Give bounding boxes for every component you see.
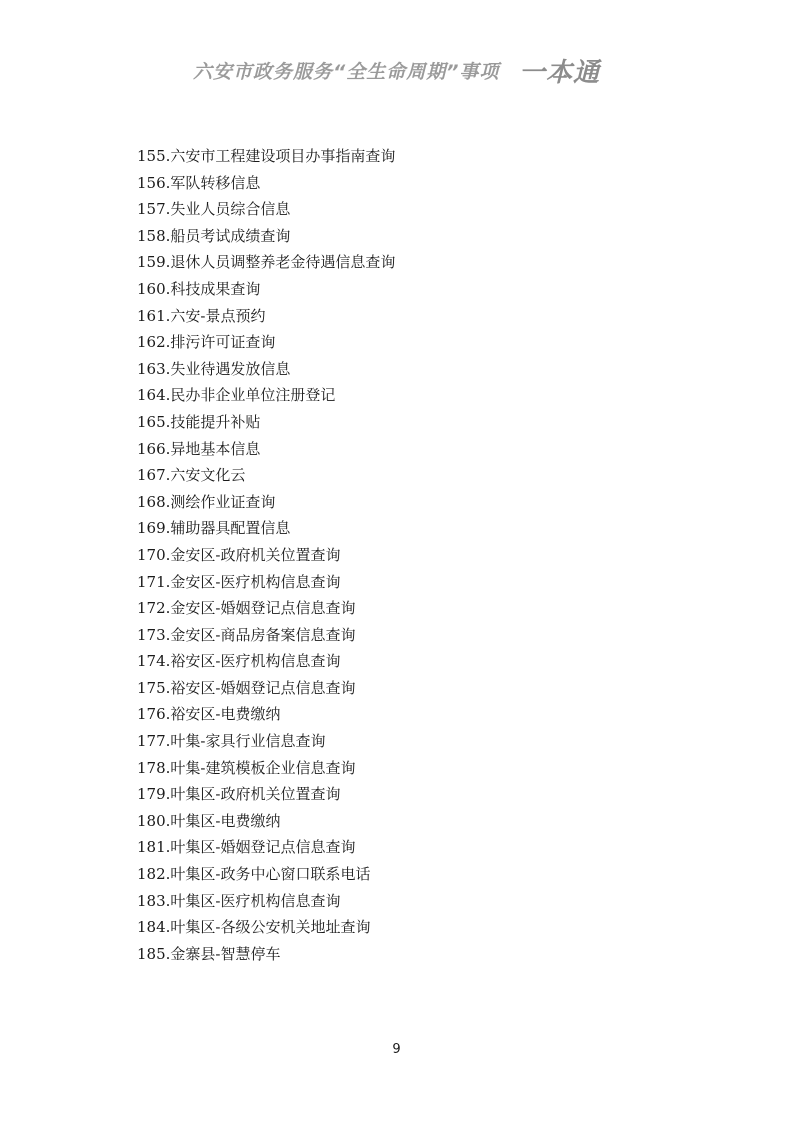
list-item: 159.退休人员调整养老金待遇信息查询 bbox=[137, 253, 396, 272]
list-item: 179.叶集区-政府机关位置查询 bbox=[137, 785, 341, 804]
list-item: 182.叶集区-政务中心窗口联系电话 bbox=[137, 865, 371, 884]
service-item-list bbox=[137, 143, 697, 967]
list-item: 169.辅助器具配置信息 bbox=[137, 519, 291, 538]
list-item: 177.叶集-家具行业信息查询 bbox=[137, 732, 326, 751]
list-item: 175.裕安区-婚姻登记点信息查询 bbox=[137, 678, 356, 697]
header-title: 六安市政务服务“全生命周期”事项 bbox=[192, 61, 500, 83]
list-item: 155.六安市工程建设项目办事指南查询 bbox=[137, 147, 396, 165]
list-item: 172.金安区-婚姻登记点信息查询 bbox=[137, 599, 356, 618]
list-item: 185.金寨县-智慧停车 bbox=[137, 944, 281, 963]
list-item: 183.叶集区-医疗机构信息查询 bbox=[137, 891, 341, 910]
list-item: 176.裕安区-电费缴纳 bbox=[137, 705, 281, 724]
list-item: 173.金安区-商品房备案信息查询 bbox=[137, 625, 356, 644]
list-item: 165.技能提升补贴 bbox=[137, 412, 261, 431]
list-item: 164.民办非企业单位注册登记 bbox=[137, 386, 336, 405]
list-item: 166.异地基本信息 bbox=[137, 439, 261, 458]
list-item: 162.排污许可证查询 bbox=[137, 333, 276, 352]
list-item: 170.金安区-政府机关位置查询 bbox=[137, 545, 341, 564]
list-item: 171.金安区-医疗机构信息查询 bbox=[137, 572, 341, 591]
page-number: 9 bbox=[392, 1042, 401, 1057]
list-item: 161.六安-景点预约 bbox=[137, 306, 266, 325]
list-item: 167.六安文化云 bbox=[137, 466, 246, 485]
list-item: 156.军队转移信息 bbox=[137, 173, 261, 192]
list-item: 181.叶集区-婚姻登记点信息查询 bbox=[137, 838, 356, 857]
list-item: 184.叶集区-各级公安机关地址查询 bbox=[137, 918, 371, 937]
list-item: 180.叶集区-电费缴纳 bbox=[137, 811, 281, 830]
list-item: 178.叶集-建筑模板企业信息查询 bbox=[137, 758, 356, 777]
list-item: 158.船员考试成绩查询 bbox=[137, 226, 291, 245]
list-item: 168.测绘作业证查询 bbox=[137, 492, 276, 511]
list-item: 157.失业人员综合信息 bbox=[137, 200, 291, 219]
list-item: 163.失业待遇发放信息 bbox=[137, 359, 291, 378]
page-header bbox=[0, 52, 793, 89]
list-item: 160.科技成果查询 bbox=[137, 279, 261, 298]
header-brand: 一本通 bbox=[519, 58, 601, 88]
list-item: 174.裕安区-医疗机构信息查询 bbox=[137, 652, 341, 671]
